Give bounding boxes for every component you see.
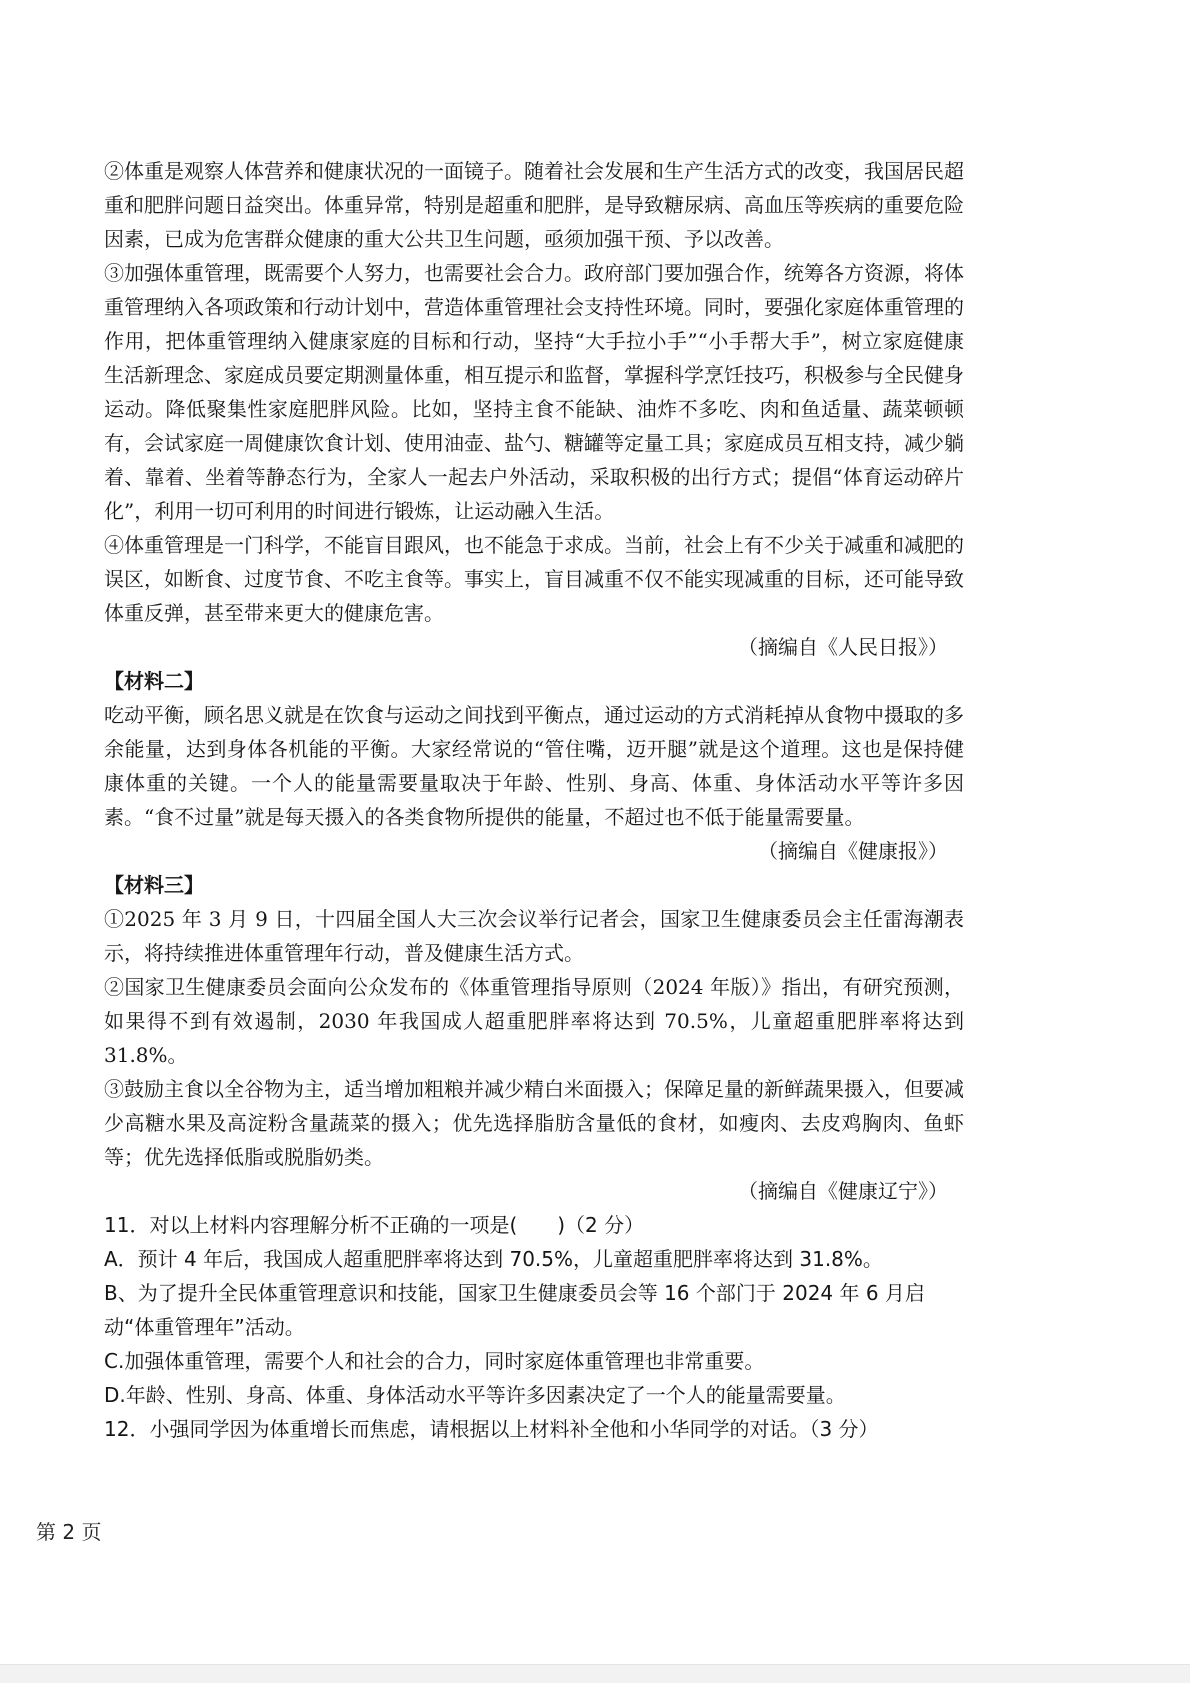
bottom-scan-edge	[0, 1664, 1190, 1683]
material1-paragraph-4: ④体重管理是一门科学，不能盲目跟风，也不能急于求成。当前，社会上有不少关于减重和减肥的误区，如断食、过度节食、不吃主食等。事实上，盲目减重不仅不能实现减重的目标，还可能导致体重反弹，甚至带来更大的健康危害。	[104, 533, 964, 625]
page-number: 第 2 页	[36, 1520, 102, 1544]
material3-paragraph-1: ①2025 年 3 月 9 日，十四届全国人大三次会议举行记者会，国家卫生健康委员会主任雷海潮表示，将持续推进体重管理年行动，普及健康生活方式。	[104, 907, 964, 965]
question-11-option-d: D.年龄、性别、身高、体重、身体活动水平等许多因素决定了一个人的能量需要量。	[104, 1383, 846, 1407]
material1-source: （摘编自《人民日报》）	[738, 635, 948, 659]
material1-paragraph-3: ③加强体重管理，既需要个人努力，也需要社会合力。政府部门要加强合作，统筹各方资源，将体重管理纳入各项政策和行动计划中，营造体重管理社会支持性环境。同时，要强化家庭体重管理的作用，把体重管理纳入健康家庭的目标和行动，坚持“大手拉小手”“小手帮大手”，树立家庭健康生活新理念、家庭成员要定期测量体重，相互提示和监督，掌握科学烹饪技巧，积极参与全民健身运动。降低聚集性家庭肥胖风险。比如，坚持主食不能缺、油炸不多吃、肉和鱼适量、蔬菜顿顿有，会试家庭一周健康饮食计划、使用油壶、盐勺、糖罐等定量工具；家庭成员互相支持，减少躺着、靠着、坐着等静态行为，全家人一起去户外活动，采取积极的出行方式；提倡“体育运动碎片化”，利用一切可利用的时间进行锻炼，让运动融入生活。	[104, 261, 964, 523]
material3-source: （摘编自《健康辽宁》）	[738, 1179, 948, 1203]
page-content	[104, 154, 964, 1446]
question-12-stem: 12．小强同学因为体重增长而焦虑，请根据以上材料补全他和小华同学的对话。（3 分）	[104, 1417, 879, 1441]
question-11-option-a: A．预计 4 年后，我国成人超重肥胖率将达到 70.5%，儿童超重肥胖率将达到 31.8%。	[104, 1247, 883, 1271]
material1-paragraph-2: ②体重是观察人体营养和健康状况的一面镜子。随着社会发展和生产生活方式的改变，我国居民超重和肥胖问题日益突出。体重异常，特别是超重和肥胖，是导致糖尿病、高血压等疾病的重要危险因素，已成为危害群众健康的重大公共卫生问题，亟须加强干预、予以改善。	[104, 159, 964, 251]
material3-heading: 【材料三】	[104, 873, 204, 897]
material2-paragraph: 吃动平衡，顾名思义就是在饮食与运动之间找到平衡点，通过运动的方式消耗掉从食物中摄取的多余能量，达到身体各机能的平衡。大家经常说的“管住嘴，迈开腿”就是这个道理。这也是保持健康体重的关键。一个人的能量需要量取决于年龄、性别、身高、体重、身体活动水平等许多因素。“食不过量”就是每天摄入的各类食物所提供的能量，不超过也不低于能量需要量。	[104, 703, 964, 829]
question-11-stem: 11．对以上材料内容理解分析不正确的一项是( )（2 分）	[104, 1213, 645, 1237]
question-11-option-b: B、为了提升全民体重管理意识和技能，国家卫生健康委员会等 16 个部门于 2024 年 6 月启动“体重管理年”活动。	[104, 1281, 925, 1339]
material3-paragraph-3: ③鼓励主食以全谷物为主，适当增加粗粮并减少精白米面摄入；保障足量的新鲜蔬果摄入，但要减少高糖水果及高淀粉含量蔬菜的摄入；优先选择脂肪含量低的食材，如瘦肉、去皮鸡胸肉、鱼虾等；优先选择低脂或脱脂奶类。	[104, 1077, 964, 1169]
question-11-option-c: C.加强体重管理，需要个人和社会的合力，同时家庭体重管理也非常重要。	[104, 1349, 765, 1373]
material2-heading: 【材料二】	[104, 669, 204, 693]
material3-paragraph-2: ②国家卫生健康委员会面向公众发布的《体重管理指导原则（2024 年版）》指出，有研究预测，如果得不到有效遏制，2030 年我国成人超重肥胖率将达到 70.5%，儿童超重肥胖率将达到 31.8%。	[104, 975, 964, 1067]
material2-source: （摘编自《健康报》）	[758, 839, 948, 863]
